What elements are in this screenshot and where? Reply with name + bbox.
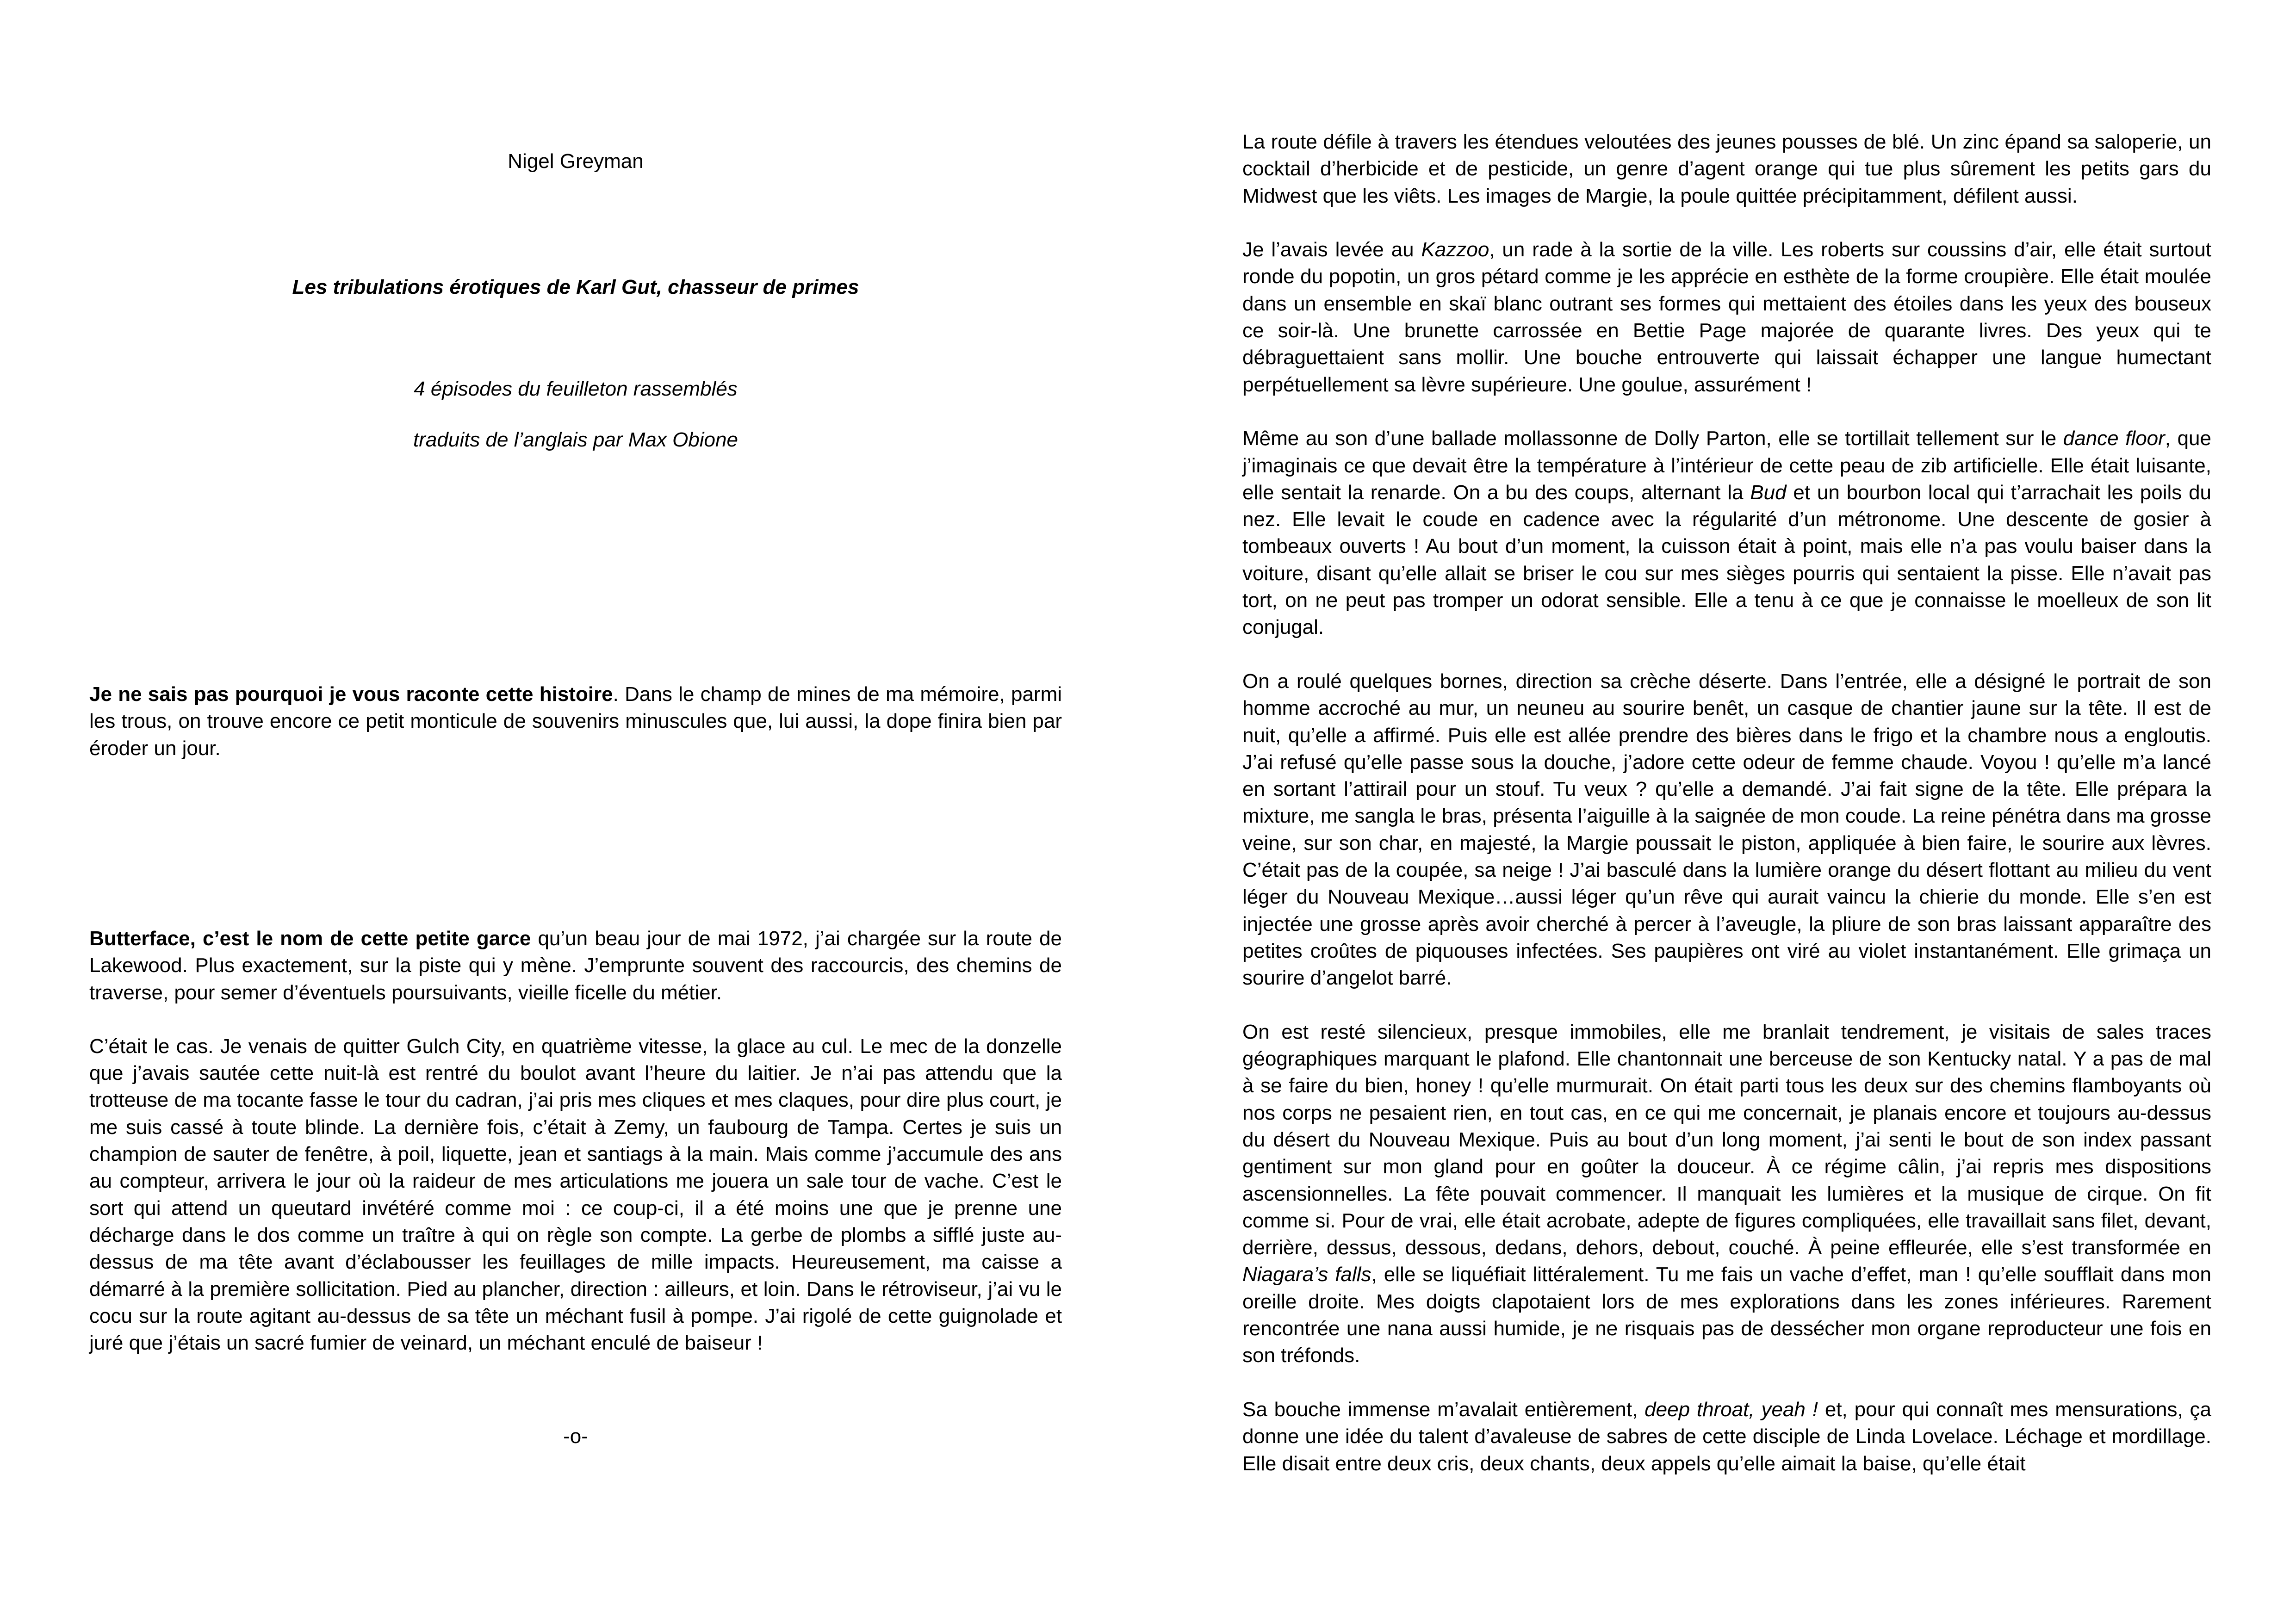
right-paragraph-2 bbox=[1242, 236, 2211, 398]
right-paragraph-2-b: , un rade à la sortie de la ville. Les roberts sur coussins d’air, elle était surtout ronde du popotin, un gros pétard comme je les apprécie en esthète de la forme croupière. Elle était moulée dans un ensemble en skaï blanc outrant ses formes qui mettaient des étoiles dans les yeux des bouseux ce soir-là. Une brunette carrossée en Bettie Page majorée de quarante livres. Des yeux qui te débraguettaient sans mollir. Une bouche entrouverte qui laissait échapper une langue humectant perpétuellement sa lèvre supérieure. Une goulue, assurément ! bbox=[1242, 238, 2211, 396]
right-paragraph-5-a: On est resté silencieux, presque immobiles, elle me branlait tendrement, je visitais de sales traces géographiques marquant le plafond. Elle chantonnait une berceuse de son Kentucky natal. Y a pas de mal à se faire du bien, honey ! qu’elle murmurait. On était parti tous les deux sur des chemins flamboyants où nos corps ne pesaient rien, en tout cas, en ce qui me concernait, je planais encore et toujours au-dessus du désert du Nouveau Mexique. Puis au bout d’un long moment, j’ai senti le bout de son index passant gentiment sur mon gland pour en goûter la douceur. À ce régime câlin, j’ai repris mes dispositions ascensionnelles. La fête pouvait commencer. Il manquait les lumières et la musique de cirque. On fit comme si. Pour de vrai, elle était acrobate, adepte de figures compliquées, elle travaillait sans filet, devant, derrière, dessus, dessous, dedans, dehors, debout, couché. À peine effleurée, elle s’est transformée en bbox=[1242, 1020, 2211, 1259]
chapter-block bbox=[89, 925, 1062, 1357]
intro-paragraph bbox=[89, 681, 1062, 762]
right-paragraph-6-b: et, pour qui connaît mes mensurations, ça donne une idée du talent d’avaleuse de sabres de cette disciple de Linda Lovelace. Léchage et mordillage. Elle disait entre deux cris, deux chants, deux appels qu’elle aimait la baise, qu’elle était bbox=[1242, 1398, 2211, 1475]
right-paragraph-6-a: Sa bouche immense m’avalait entièrement, bbox=[1242, 1398, 1645, 1421]
book-subtitle: 4 épisodes du feuilleton rassemblés bbox=[414, 378, 738, 400]
intro-block bbox=[89, 681, 1062, 762]
right-paragraph-3-c: et un bourbon local qui t’arrachait les poils du nez. Elle levait le coude en cadence avec la régularité d’un métronome. Une descente de gosier à tombeaux ouverts ! Au bout d’un moment, la cuisson était à point, mais elle n’a pas voulu baiser dans la voiture, disant qu’elle allait se briser le cou sur mes sièges pourris qui sentaient la pisse. Elle n’avait pas tort, on ne peut pas tromper un odorat sensible. Elle a tenu à ce que je connaisse le moelleux de son lit conjugal. bbox=[1242, 481, 2212, 639]
chapter-paragraph-2: C’était le cas. Je venais de quitter Gulch City, en quatrième vitesse, la glace au cul. Le mec de la donzelle que j’avais sautée cette nuit-là est rentré du boulot avant l’heure du laitier. Je n’ai pas attendu que la trotteuse de ma tocante fasse le tour du cadran, j’ai pris mes cliques et mes claques, pour dire plus court, je me suis cassé à toute blinde. La dernière fois, c’était à Zemy, un faubourg de Tampa. Certes je suis un champion de sauter de fenêtre, à poil, liquette, jean et santiags à la main. Mais comme j’accumule des ans au compteur, arrivera le jour où la raideur de mes articulations me jouera un sale tour de vache. C’est le sort qui attend un queutard invétéré comme moi : ce coup-ci, il a été moins une que je prenne une décharge dans le dos comme un traître à qui on règle son compte. La gerbe de plombs a sifflé juste au-dessus de ma tête avant d’éclabousser les feuillages de mille impacts. Heureusement, ma caisse a démarré à la première sollicitation. Pied au plancher, direction : ailleurs, et loin. Dans le rétroviseur, j’ai vu le cocu sur la route agitant au-dessus de sa tête un méchant fusil à pompe. J’ai rigolé de cette guignolade et juré que j’étais un sacré fumier de veinard, un méchant enculé de baiseur ! bbox=[89, 1035, 1062, 1355]
right-text-block bbox=[1242, 129, 2211, 1504]
right-paragraph-2-italic: Kazzoo bbox=[1421, 238, 1489, 261]
right-paragraph-3-italic-2: Bud bbox=[1750, 481, 1787, 504]
right-paragraph-5-b: , elle se liquéfiait littéralement. Tu me fais un vache d’effet, man ! qu’elle soufflait dans mon oreille droite. Mes doigts clapotaient lors de mes explorations dans les zones inférieures. Rarement rencontrée une nana aussi humide, je ne risquais pas de dessécher mon organe reproducteur une fois en son tréfonds. bbox=[1242, 1263, 2211, 1367]
right-paragraph-6 bbox=[1242, 1396, 2211, 1477]
intro-text: . Dans le champ de mines de ma mémoire, parmi les trous, on trouve encore ce petit monticule de souvenirs minuscules que, lui aussi, la dope finira bien par éroder un jour. bbox=[89, 683, 1062, 760]
right-paragraph-2-a: Je l’avais levée au bbox=[1242, 238, 1421, 261]
section-separator: -o- bbox=[563, 1425, 588, 1448]
translator-credit: traduits de l’anglais par Max Obione bbox=[413, 428, 738, 451]
right-paragraph-4: On a roulé quelques bornes, direction sa crèche déserte. Dans l’entrée, elle a désigné le portrait de son homme accroché au mur, un neuneu au sourire benêt, un casque de chantier jaune sur la tête. Il est de nuit, qu’elle a affirmé. Puis elle est allée prendre des bières dans le frigo et la chambre nous a engloutis. J’ai refusé qu’elle passe sous la douche, j’adore cette odeur de femme chaude. Voyou ! qu’elle m’a lancé en sortant l’attirail pour un stouf. Tu veux ? qu’elle a demandé. J’ai fait signe de la tête. Elle prépara la mixture, me sangla le bras, présenta l’aiguille à la saignée de mon coude. La reine pénétra dans ma grosse veine, sur son char, en majesté, la Margie poussait le piston, appliquée à bien faire, le sourire aux lèvres. C’était pas de la coupée, sa neige ! J’ai basculé dans la lumière orange du désert flottant au milieu du vent léger du Nouveau Mexique…aussi léger qu’un rêve qui aurait vaincu la chierie du monde. Elle s’en est injectée une grosse après avoir cherché à percer à l’aveugle, la pliure de son bras laissant apparaître des petites croûtes de piquouses infectées. Ses paupières ont viré au violet instantanément. Elle grimaça un sourire d’angelot barré. bbox=[1242, 669, 2211, 990]
right-paragraph-3 bbox=[1242, 425, 2211, 641]
chapter-paragraph-1-text: qu’un beau jour de mai 1972, j’ai chargée sur la route de Lakewood. Plus exactement, sur la piste qui y mène. J’emprunte souvent des raccourcis, des chemins de traverse, pour semer d’éventuels poursuivants, vieille ficelle du métier. bbox=[89, 927, 1062, 1004]
right-paragraph-6-italic: deep throat, yeah ! bbox=[1644, 1398, 1818, 1421]
right-paragraph-5 bbox=[1242, 1019, 2211, 1369]
right-page bbox=[1148, 0, 2296, 1623]
chapter-bold-lead: Butterface, c’est le nom de cette petite garce bbox=[89, 927, 531, 950]
author-name: Nigel Greyman bbox=[508, 150, 644, 173]
intro-bold-lead: Je ne sais pas pourquoi je vous raconte cette histoire bbox=[89, 683, 613, 706]
chapter-paragraph-1 bbox=[89, 925, 1062, 1006]
right-paragraph-1: La route défile à travers les étendues veloutées des jeunes pousses de blé. Un zinc épand sa saloperie, un cocktail d’herbicide et de pesticide, un genre d’agent orange qui tue plus sûrement les petits gars du Midwest que les viêts. Les images de Margie, la poule quittée précipitamment, défilent aussi. bbox=[1242, 130, 2211, 207]
book-title: Les tribulations érotiques de Karl Gut, chasseur de primes bbox=[292, 276, 859, 298]
right-paragraph-3-a: Même au son d’une ballade mollassonne de Dolly Parton, elle se tortillait tellement sur le bbox=[1242, 427, 2063, 450]
right-paragraph-3-italic-1: dance floor bbox=[2063, 427, 2165, 450]
right-paragraph-5-italic: Niagara’s falls bbox=[1242, 1263, 1371, 1286]
right-paragraph-3-b: , que j’imaginais ce que devait être la température à l’intérieur de cette peau de zib artificielle. Elle était luisante, elle sentait la renarde. On a bu des coups, alternant la bbox=[1242, 427, 2211, 504]
